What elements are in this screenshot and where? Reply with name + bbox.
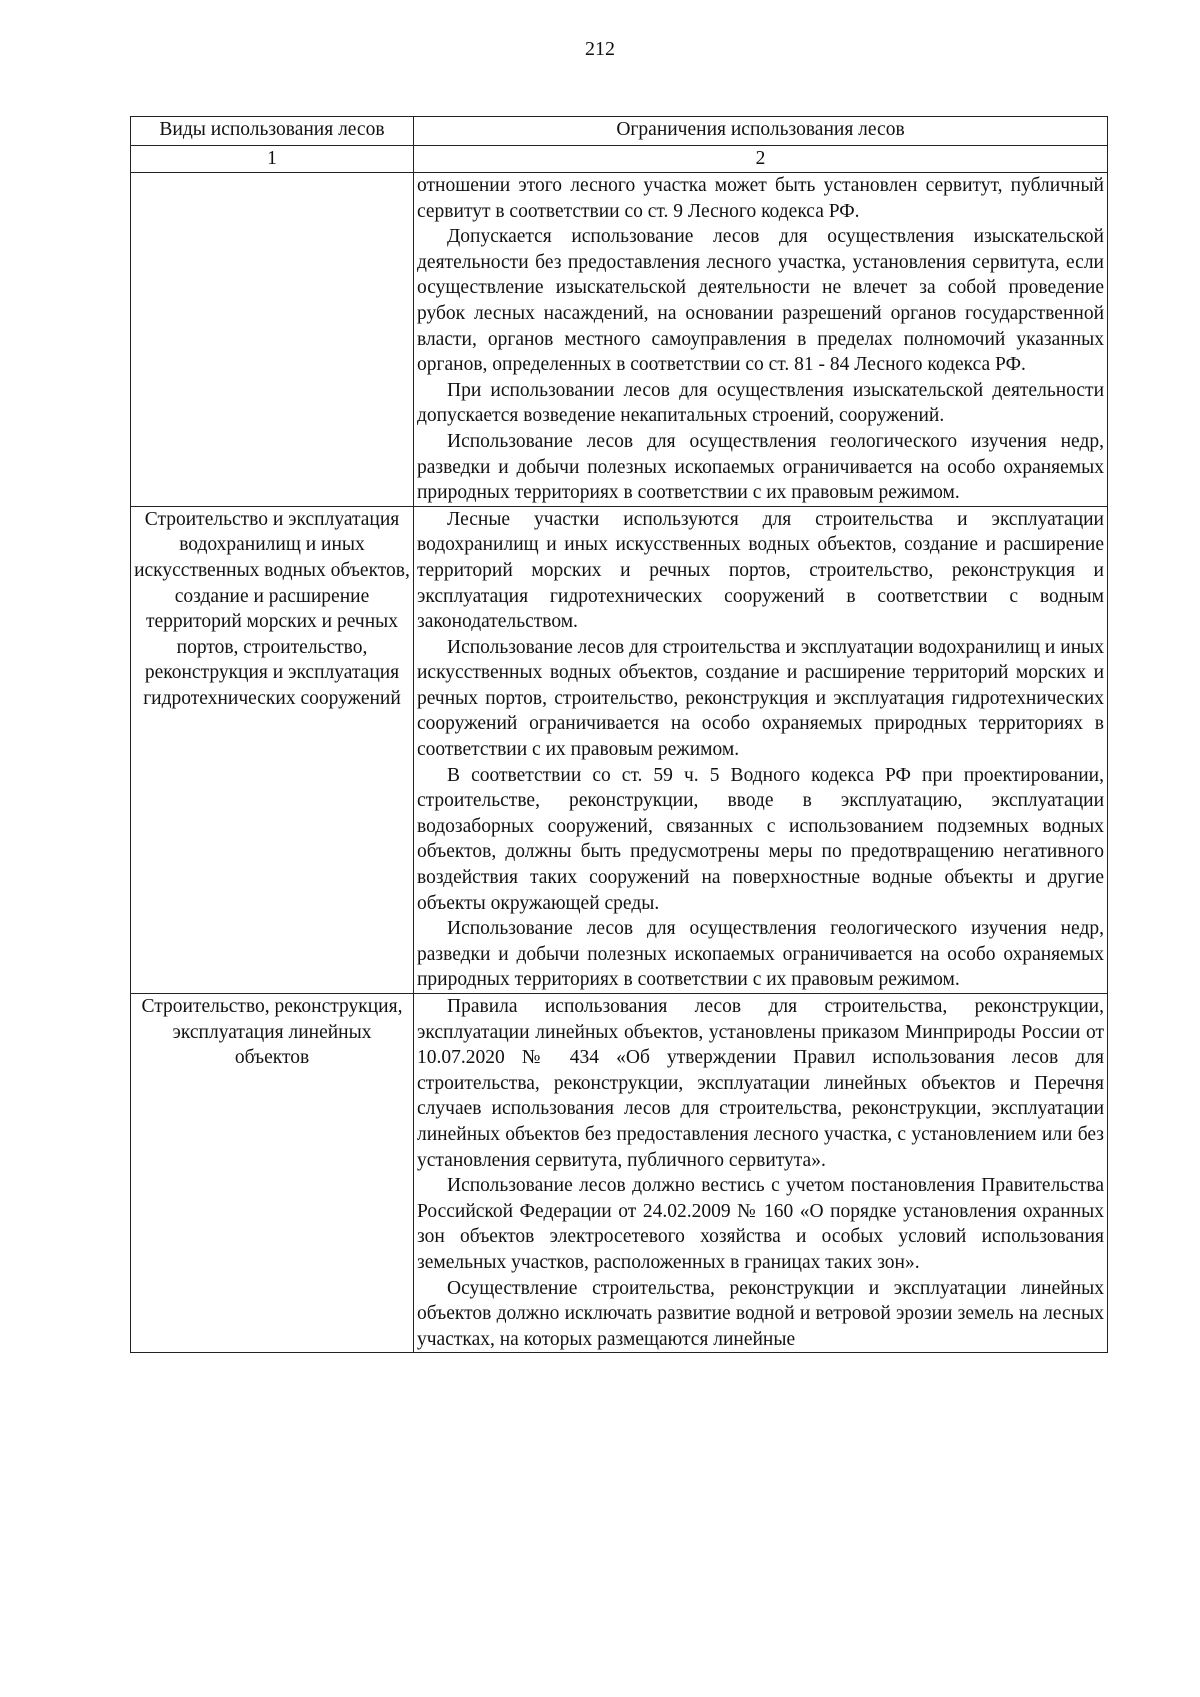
limits-paragraph: Использование лесов для осуществления геологического изучения недр, разведки и добычи полезных ископаемых ограничивается на особо охраняемых природных территориях в соответствии с их правовым режимом. — [417, 430, 1104, 504]
forest-use-table — [130, 116, 1108, 1353]
table-row — [131, 994, 1108, 1353]
column-number-row — [131, 146, 1108, 173]
table-row — [131, 173, 1108, 507]
kind-cell — [131, 173, 414, 507]
kind-cell: Строительство и эксплуатация водохранилищ и иных искусственных водных объектов, создание и расширение территорий морских и речных портов, строительство, реконструкция и эксплуатация гидротехнических сооружений — [131, 506, 414, 993]
column-number-2: 2 — [414, 146, 1108, 173]
limits-paragraph: В соответствии со ст. 59 ч. 5 Водного кодекса РФ при проектировании, строительстве, реконструкции, вводе в эксплуатацию, эксплуатации водозаборных сооружений, связанных с использованием подземных водных объектов, должны быть предусмотрены меры по предотвращению негативного воздействия таких сооружений на поверхностные водные объекты и другие объекты окружающей среды. — [417, 764, 1104, 914]
limits-paragraph: Использование лесов должно вестись с учетом постановления Правительства Российской Федерации от 24.02.2009 № 160 «О порядке установления охранных зон объектов электросетевого хозяйства и особых условий использования земельных участков, расположенных в границах таких зон». — [417, 1175, 1104, 1273]
limits-cell — [414, 173, 1108, 507]
limits-paragraph: Использование лесов для осуществления геологического изучения недр, разведки и добычи полезных ископаемых ограничивается на особо охраняемых природных территориях в соответствии с их правовым режимом. — [417, 918, 1104, 991]
column-number-1: 1 — [131, 146, 414, 173]
limits-cell — [414, 994, 1108, 1353]
limits-cell — [414, 506, 1108, 993]
limits-paragraph: Допускается использование лесов для осуществления изыскательской деятельности без предоставления лесного участка, установления сервитута, если осуществление изыскательской деятельности не влечет за собой проведение рубок лесных насаждений, на основании разрешений органов государственной власти, органов местного самоуправления в пределах полномочий указанных органов, определенных в соответствии со ст. 81 - 84 Лесного кодекса РФ. — [417, 226, 1104, 376]
page-number: 212 — [585, 38, 615, 60]
header-kind: Виды использования лесов — [131, 117, 414, 146]
kind-cell: Строительство, реконструкция, эксплуатация линейных объектов — [131, 994, 414, 1353]
header-limits: Ограничения использования лесов — [414, 117, 1108, 146]
limits-paragraph: При использовании лесов для осуществления изыскательской деятельности допускается возведение некапитальных строений, сооружений. — [417, 379, 1104, 427]
limits-paragraph: Правила использования лесов для строительства, реконструкции, эксплуатации линейных объектов, установлены приказом Минприроды России от 10.07.2020 № 434 «Об утверждении Правил использования лесов для строительства, реконструкции, эксплуатации линейных объектов и Перечня случаев использования лесов для строительства, реконструкции, эксплуатации линейных объектов без предоставления лесного участка, с установлением или без установления сервитута, публичного сервитута». — [417, 996, 1104, 1171]
table-header-row — [131, 117, 1108, 146]
limits-paragraph: Лесные участки используются для строительства и эксплуатации водохранилищ и иных искусственных водных объектов, создание и расширение территорий морских и речных портов, строительство, реконструкция и эксплуатация гидротехнических сооружений в соответствии с водным законодательством. — [417, 508, 1104, 633]
limits-paragraph: Осуществление строительства, реконструкции и эксплуатации линейных объектов должно исключать развитие водной и ветровой эрозии земель на лесных участках, на которых размещаются линейные — [417, 1277, 1104, 1350]
limits-paragraph: отношении этого лесного участка может быть установлен сервитут, публичный сервитут в соответствии со ст. 9 Лесного кодекса РФ. — [417, 175, 1104, 222]
limits-paragraph: Использование лесов для строительства и эксплуатации водохранилищ и иных искусственных водных объектов, создание и расширение территорий морских и речных портов, строительство, реконструкция и эксплуатация гидротехнических сооружений ограничивается на особо охраняемых природных территориях в соответствии с их правовым режимом. — [417, 636, 1104, 761]
table-row — [131, 506, 1108, 993]
